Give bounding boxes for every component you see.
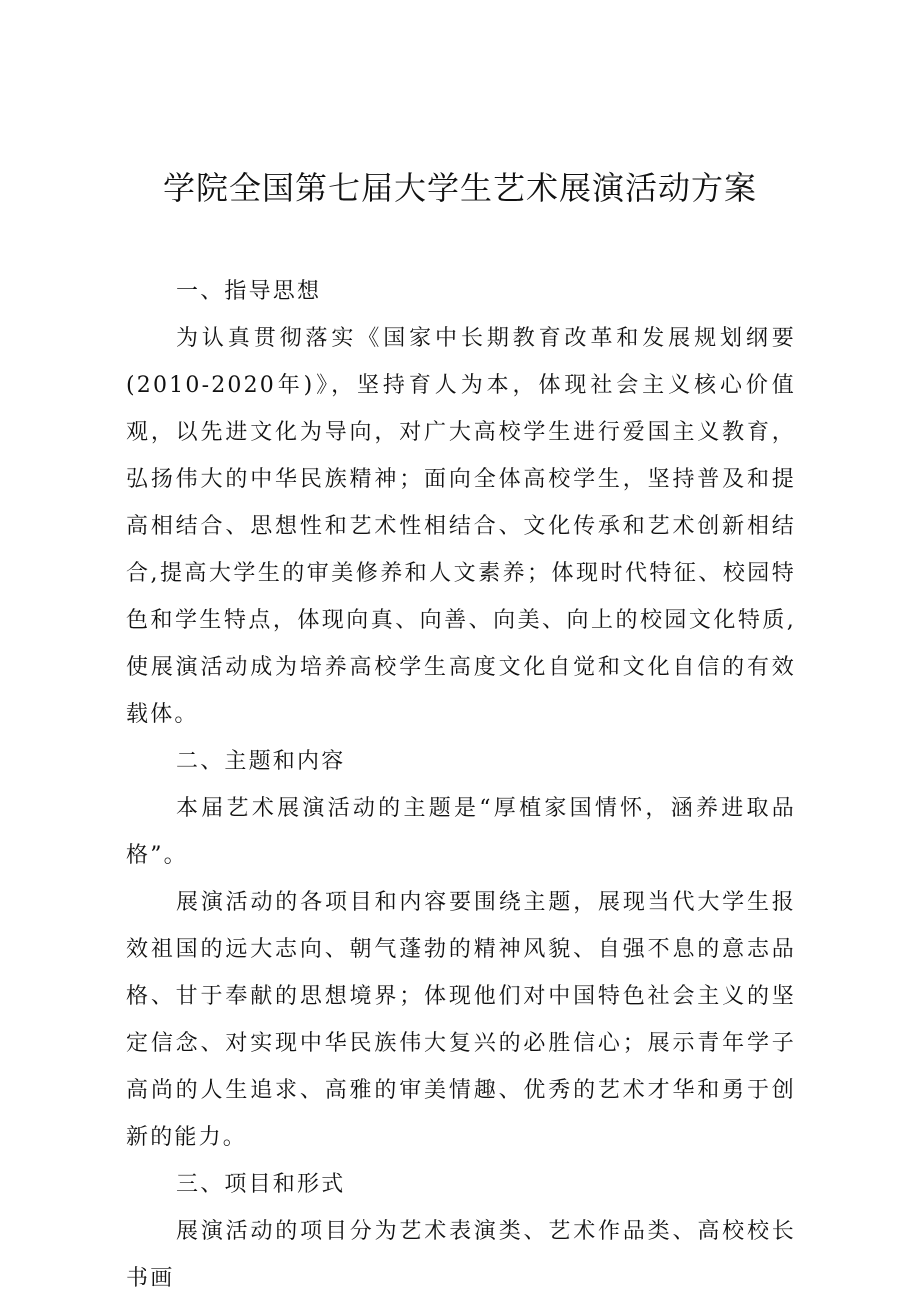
section-heading: 二、主题和内容 — [176, 749, 346, 774]
section-heading: 一、指导思想 — [176, 279, 322, 304]
paragraph: 本届艺术展演活动的主题是“厚植家国情怀，涵养进取品格”。 — [126, 796, 796, 868]
section-projects-and-forms — [126, 1161, 796, 1302]
section-heading: 三、项目和形式 — [176, 1172, 346, 1197]
paragraph: 展演活动的项目分为艺术表演类、艺术作品类、高校校长书画 — [126, 1219, 796, 1291]
paragraph: 为认真贯彻落实《国家中长期教育改革和发展规划纲要(2010-2020年)》，坚持育人为本，体现社会主义核心价值观，以先进文化为导向，对广大高校学生进行爱国主义教育，弘扬伟大的中华民族精神；面向全体高校学生，坚持普及和提高相结合、思想性和艺术性相结合、文化传承和艺术创新相结合,提高大学生的审美修养和人文素养；体现时代特征、校园特色和学生特点，体现向真、向善、向美、向上的校园文化特质,使展演活动成为培养高校学生高度文化自觉和文化自信的有效载体。 — [126, 326, 796, 727]
section-guiding-ideology — [126, 268, 796, 738]
paragraph: 展演活动的各项目和内容要围绕主题，展现当代大学生报效祖国的远大志向、朝气蓬勃的精神风貌、自强不息的意志品格、甘于奉献的思想境界；体现他们对中国特色社会主义的坚定信念、对实现中华民族伟大复兴的必胜信心；展示青年学子高尚的人生追求、高雅的审美情趣、优秀的艺术才华和勇于创新的能力。 — [126, 890, 796, 1150]
section-theme-and-content — [126, 738, 796, 1161]
document-title: 学院全国第七届大学生艺术展演活动方案 — [162, 169, 757, 207]
document-body — [126, 268, 796, 1302]
